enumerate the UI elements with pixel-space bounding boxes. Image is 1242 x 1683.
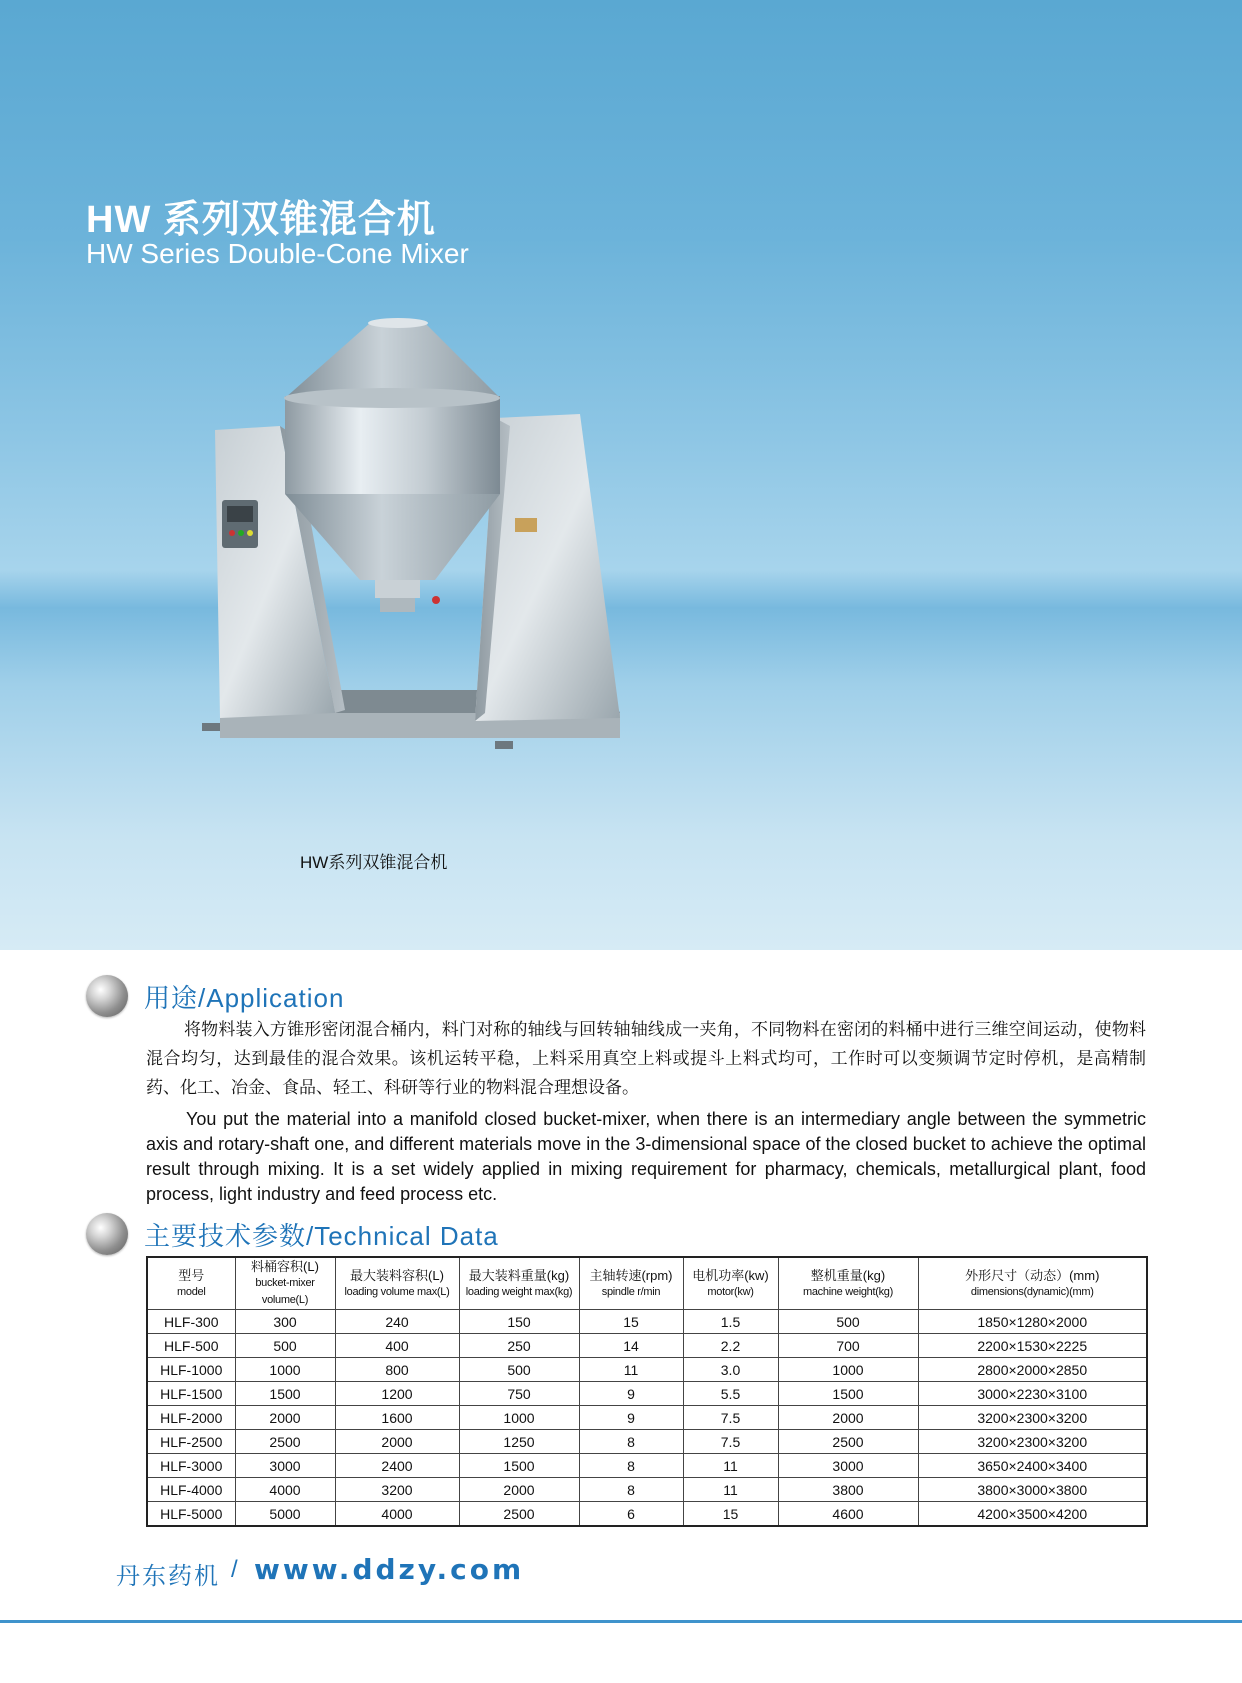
bullet-sphere-icon [86,975,128,1017]
table-row [147,1334,1147,1358]
table-cell: 800 [335,1358,459,1382]
table-cell: 2000 [459,1478,579,1502]
table-cell: 8 [579,1454,683,1478]
table-cell: 4000 [235,1478,335,1502]
table-cell: 2000 [235,1406,335,1430]
table-cell: 400 [335,1334,459,1358]
table-cell: 2800×2000×2850 [918,1358,1147,1382]
column-header: 最大装料重量(kg) loading weight max(kg) [459,1257,579,1310]
table-cell: 1200 [335,1382,459,1406]
table-row [147,1430,1147,1454]
table-cell: 4000 [335,1502,459,1527]
page-title-cn: HW 系列双锥混合机 [86,199,436,241]
table-cell: 9 [579,1406,683,1430]
table-cell: 1500 [459,1454,579,1478]
table-cell: 2200×1530×2225 [918,1334,1147,1358]
table-cell: 14 [579,1334,683,1358]
application-heading-text: 用途/Application [144,982,345,1013]
technical-data-heading-text: 主要技术参数/Technical Data [144,1220,499,1251]
table-cell: 8 [579,1430,683,1454]
table-cell: 300 [235,1310,335,1334]
table-row [147,1382,1147,1406]
table-body [147,1310,1147,1527]
table-cell: 1000 [778,1358,918,1382]
table-cell: 11 [683,1478,778,1502]
table-row [147,1310,1147,1334]
application-heading [86,973,344,1019]
table-cell: HLF-4000 [147,1478,235,1502]
column-header: 电机功率(kw) motor(kw) [683,1257,778,1310]
table-cell: 6 [579,1502,683,1527]
table-row [147,1358,1147,1382]
table-cell: HLF-1000 [147,1358,235,1382]
table-cell: 700 [778,1334,918,1358]
footer-separator: / [231,1556,238,1583]
table-cell: 500 [235,1334,335,1358]
table-cell: 15 [579,1310,683,1334]
table-cell: 3200 [335,1478,459,1502]
column-header: 最大装料容积(L) loading volume max(L) [335,1257,459,1310]
table-cell: 3200×2300×3200 [918,1406,1147,1430]
table-cell: 150 [459,1310,579,1334]
column-header: 整机重量(kg) machine weight(kg) [778,1257,918,1310]
image-caption: HW系列双锥混合机 [300,853,448,872]
table-cell: 1000 [459,1406,579,1430]
table-cell: 9 [579,1382,683,1406]
table-cell: 3000×2230×3100 [918,1382,1147,1406]
table-cell: 1000 [235,1358,335,1382]
table-cell: HLF-3000 [147,1454,235,1478]
table-cell: 500 [459,1358,579,1382]
page-title-en: HW Series Double-Cone Mixer [86,238,469,269]
column-header: 料桶容积(L) bucket-mixer volume(L) [235,1257,335,1310]
table-cell: 7.5 [683,1430,778,1454]
table-row [147,1478,1147,1502]
table-cell: 1850×1280×2000 [918,1310,1147,1334]
table-cell: 2500 [778,1430,918,1454]
table-cell: 2000 [778,1406,918,1430]
table-cell: 4600 [778,1502,918,1527]
table-cell: 2000 [335,1430,459,1454]
footer-brand: 丹东药机 [116,1563,220,1590]
table-cell: HLF-2500 [147,1430,235,1454]
table-cell: 8 [579,1478,683,1502]
table-cell: 5.5 [683,1382,778,1406]
table-cell: 500 [778,1310,918,1334]
table-row [147,1502,1147,1527]
table-cell: 5000 [235,1502,335,1527]
column-header: 外形尺寸（动态）(mm) dimensions(dynamic)(mm) [918,1257,1147,1310]
table-cell: 240 [335,1310,459,1334]
table-cell: 4200×3500×4200 [918,1502,1147,1527]
table-cell: 3000 [235,1454,335,1478]
table-cell: 250 [459,1334,579,1358]
table-cell: 1.5 [683,1310,778,1334]
table-cell: HLF-5000 [147,1502,235,1527]
table-cell: 3200×2300×3200 [918,1430,1147,1454]
table-cell: 3000 [778,1454,918,1478]
column-header: 主轴转速(rpm) spindle r/min [579,1257,683,1310]
table-cell: HLF-1500 [147,1382,235,1406]
table-cell: HLF-2000 [147,1406,235,1430]
table-cell: 2500 [235,1430,335,1454]
table-cell: 3800 [778,1478,918,1502]
table-cell: 3650×2400×3400 [918,1454,1147,1478]
table-cell: 2400 [335,1454,459,1478]
table-cell: 15 [683,1502,778,1527]
double-cone-mixer-illustration [180,318,670,818]
footer-divider [0,1620,1242,1623]
table-header-row [147,1257,1147,1310]
application-text-cn: 将物料装入方锥形密闭混合桶内，料门对称的轴线与回转轴轴线成一夹角，不同物料在密闭的料桶中进行三维空间运动，使物料混合均匀，达到最佳的混合效果。该机运转平稳，上料采用真空上料或提斗上料式均可，工作时可以变频调节定时停机，是高精制药、化工、冶金、食品、轻工、科研等行业的物料混合理想设备。 [146,1020,1146,1097]
table-cell: 2.2 [683,1334,778,1358]
application-text-en: You put the material into a manifold closed bucket-mixer, when there is an intermediary angle between the symmetric axis and rotary-shaft one, and different materials move in the 3-dimensional space of the closed bucket to achieve the optimal result through mixing. It is a set widely applied in mixing requirement for pharmacy, chemicals, metallurgical plant, food process, light industry and feed process etc. [146,1109,1146,1204]
table-cell: 11 [579,1358,683,1382]
table-cell: 1500 [778,1382,918,1406]
table-cell: 11 [683,1454,778,1478]
footer-website-link[interactable]: www.ddzy.com [254,1553,525,1586]
table-cell: 750 [459,1382,579,1406]
table-cell: 3800×3000×3800 [918,1478,1147,1502]
table-cell: HLF-300 [147,1310,235,1334]
table-row [147,1454,1147,1478]
table-row [147,1406,1147,1430]
table-cell: 1600 [335,1406,459,1430]
technical-data-heading [86,1211,499,1257]
table-cell: 1250 [459,1430,579,1454]
table-cell: 7.5 [683,1406,778,1430]
table-cell: 3.0 [683,1358,778,1382]
bullet-sphere-icon [86,1213,128,1255]
table-cell: HLF-500 [147,1334,235,1358]
technical-data-table [146,1256,1148,1527]
table-cell: 1500 [235,1382,335,1406]
table-cell: 2500 [459,1502,579,1527]
column-header: 型号 model [147,1257,235,1310]
